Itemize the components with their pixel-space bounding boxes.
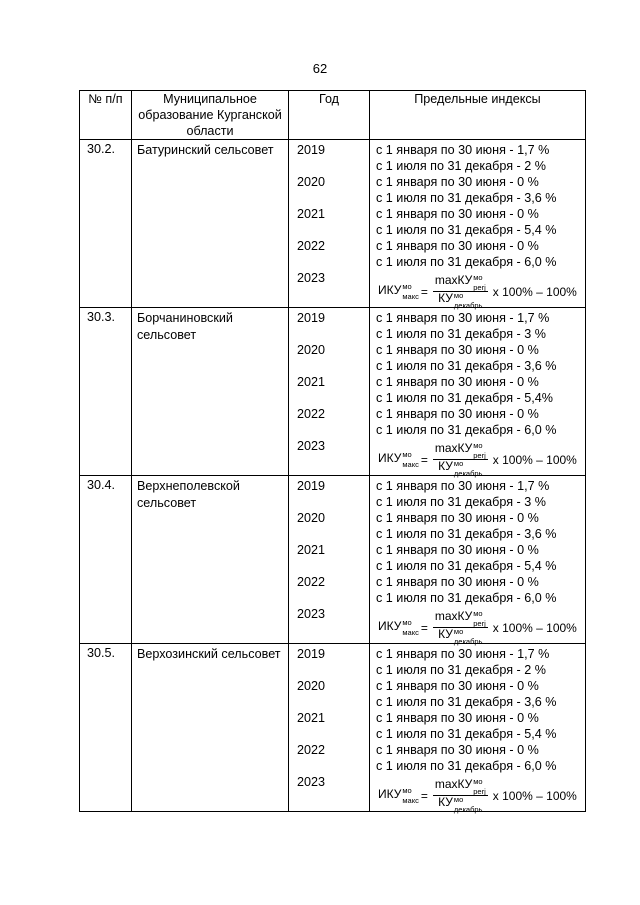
year-label: 2019: [297, 647, 326, 661]
table-header-row: [80, 91, 586, 140]
row-years: [289, 476, 370, 644]
index-line: с 1 января по 30 июня - 0 %: [376, 543, 539, 557]
formula-tail: х 100% – 100%: [492, 284, 577, 299]
formula-lhs-sub: макс: [402, 628, 419, 637]
index-formula: [378, 610, 577, 645]
header-year: Год: [289, 91, 370, 140]
formula-lhs-base: ИКУ: [378, 619, 402, 633]
row-years: [289, 308, 370, 476]
formula-lhs-sup: мо: [402, 786, 412, 795]
index-line: с 1 июля по 31 декабря - 5,4 %: [376, 559, 557, 573]
row-municipality: Батуринский сельсовет: [132, 140, 289, 308]
year-label: 2022: [297, 407, 326, 421]
index-line: с 1 января по 30 июня - 0 %: [376, 239, 539, 253]
formula-lhs-base: ИКУ: [378, 787, 402, 801]
formula-lhs-sup: мо: [402, 282, 412, 291]
row-years: [289, 644, 370, 812]
formula-equals: =: [420, 452, 428, 467]
table-row: [80, 644, 586, 812]
header-num: № п/п: [80, 91, 132, 140]
formula-lhs: [378, 787, 419, 804]
index-line: с 1 января по 30 июня - 0 %: [376, 575, 539, 589]
year-label: 2022: [297, 743, 326, 757]
index-line: с 1 июля по 31 декабря - 6,0 %: [376, 423, 557, 437]
year-label: 2023: [297, 607, 326, 621]
formula-numerator: maxКУ: [434, 609, 473, 623]
formula-fraction: [433, 442, 488, 477]
year-label: 2021: [297, 711, 326, 725]
formula-denominator: КУ: [438, 291, 453, 305]
formula-den-sup: мо: [453, 459, 464, 468]
row-number: 30.3.: [80, 308, 132, 476]
formula-equals: =: [420, 284, 428, 299]
index-line: с 1 июля по 31 декабря - 3 %: [376, 327, 546, 341]
formula-numerator: maxКУ: [434, 777, 473, 791]
formula-lhs-sub: макс: [402, 796, 419, 805]
formula-denominator: КУ: [438, 459, 453, 473]
formula-lhs: [378, 283, 419, 300]
formula-den-sub: декабрь: [453, 637, 483, 646]
index-line: с 1 июля по 31 декабря - 3,6 %: [376, 695, 557, 709]
index-line: с 1 января по 30 июня - 0 %: [376, 711, 539, 725]
index-line: с 1 января по 30 июня - 0 %: [376, 511, 539, 525]
formula-den-sup: мо: [453, 627, 464, 636]
formula-fraction: [433, 274, 488, 309]
year-label: 2021: [297, 543, 326, 557]
formula-num-sub: perj: [473, 787, 486, 796]
formula-lhs-sup: мо: [402, 450, 412, 459]
index-line: с 1 июля по 31 декабря - 3 %: [376, 495, 546, 509]
year-label: 2021: [297, 207, 326, 221]
index-line: с 1 января по 30 июня - 1,7 %: [376, 143, 550, 157]
formula-num-sup: мо: [473, 777, 483, 786]
row-indices: [370, 476, 586, 644]
formula-numerator: maxКУ: [434, 441, 473, 455]
formula-den-sub: декабрь: [453, 301, 483, 310]
formula-tail: х 100% – 100%: [492, 452, 577, 467]
formula-fraction: [433, 778, 488, 813]
row-indices: [370, 308, 586, 476]
formula-num-sub: perj: [473, 619, 486, 628]
formula-num-sup: мо: [473, 441, 483, 450]
header-indices: Предельные индексы: [370, 91, 586, 140]
index-formula: [378, 778, 577, 813]
formula-tail: х 100% – 100%: [492, 788, 577, 803]
index-line: с 1 июля по 31 декабря - 5,4%: [376, 391, 553, 405]
index-formula: [378, 442, 577, 477]
index-line: с 1 января по 30 июня - 0 %: [376, 343, 539, 357]
formula-lhs: [378, 619, 419, 636]
index-line: с 1 июля по 31 декабря - 6,0 %: [376, 255, 557, 269]
year-label: 2021: [297, 375, 326, 389]
row-indices: [370, 140, 586, 308]
year-label: 2020: [297, 679, 326, 693]
year-label: 2020: [297, 175, 326, 189]
year-label: 2022: [297, 239, 326, 253]
index-line: с 1 января по 30 июня - 1,7 %: [376, 479, 550, 493]
formula-numerator: maxКУ: [434, 273, 473, 287]
year-label: 2019: [297, 311, 326, 325]
index-line: с 1 января по 30 июня - 0 %: [376, 175, 539, 189]
index-line: с 1 июля по 31 декабря - 2 %: [376, 159, 546, 173]
row-number: 30.5.: [80, 644, 132, 812]
formula-equals: =: [420, 620, 428, 635]
index-line: с 1 июля по 31 декабря - 6,0 %: [376, 591, 557, 605]
row-municipality: Верхнеполевской сельсовет: [132, 476, 289, 644]
index-line: с 1 июля по 31 декабря - 3,6 %: [376, 527, 557, 541]
formula-lhs: [378, 451, 419, 468]
index-line: с 1 июля по 31 декабря - 3,6 %: [376, 359, 557, 373]
row-number: 30.4.: [80, 476, 132, 644]
formula-lhs-base: ИКУ: [378, 451, 402, 465]
row-indices: [370, 644, 586, 812]
formula-num-sub: perj: [473, 451, 486, 460]
formula-den-sup: мо: [453, 795, 464, 804]
year-label: 2019: [297, 143, 326, 157]
index-line: с 1 июля по 31 декабря - 5,4 %: [376, 727, 557, 741]
indices-table: [79, 90, 586, 812]
row-municipality: Борчаниновский сельсовет: [132, 308, 289, 476]
formula-lhs-sup: мо: [402, 618, 412, 627]
index-line: с 1 января по 30 июня - 0 %: [376, 679, 539, 693]
formula-fraction: [433, 610, 488, 645]
year-label: 2023: [297, 439, 326, 453]
formula-denominator: КУ: [438, 795, 453, 809]
formula-denominator: КУ: [438, 627, 453, 641]
index-line: с 1 июля по 31 декабря - 2 %: [376, 663, 546, 677]
header-municipality: Муниципальное образование Курганской области: [132, 91, 289, 140]
formula-den-sup: мо: [453, 291, 464, 300]
table-row: [80, 140, 586, 308]
formula-equals: =: [420, 788, 428, 803]
index-formula: [378, 274, 577, 309]
year-label: 2023: [297, 775, 326, 789]
index-line: с 1 января по 30 июня - 1,7 %: [376, 311, 550, 325]
formula-den-sub: декабрь: [453, 805, 483, 814]
index-line: с 1 января по 30 июня - 1,7 %: [376, 647, 550, 661]
index-line: с 1 июля по 31 декабря - 5,4 %: [376, 223, 557, 237]
year-label: 2020: [297, 343, 326, 357]
index-line: с 1 января по 30 июня - 0 %: [376, 743, 539, 757]
index-line: с 1 января по 30 июня - 0 %: [376, 375, 539, 389]
page-number: 62: [312, 61, 328, 76]
year-label: 2023: [297, 271, 326, 285]
formula-num-sup: мо: [473, 609, 483, 618]
index-line: с 1 июля по 31 декабря - 3,6 %: [376, 191, 557, 205]
row-municipality: Верхозинский сельсовет: [132, 644, 289, 812]
year-label: 2020: [297, 511, 326, 525]
year-label: 2022: [297, 575, 326, 589]
row-number: 30.2.: [80, 140, 132, 308]
formula-num-sub: perj: [473, 283, 486, 292]
formula-den-sub: декабрь: [453, 469, 483, 478]
index-line: с 1 июля по 31 декабря - 6,0 %: [376, 759, 557, 773]
year-label: 2019: [297, 479, 326, 493]
row-years: [289, 140, 370, 308]
table-row: [80, 308, 586, 476]
formula-lhs-sub: макс: [402, 460, 419, 469]
formula-num-sup: мо: [473, 273, 483, 282]
index-line: с 1 января по 30 июня - 0 %: [376, 207, 539, 221]
formula-tail: х 100% – 100%: [492, 620, 577, 635]
index-line: с 1 января по 30 июня - 0 %: [376, 407, 539, 421]
formula-lhs-sub: макс: [402, 292, 419, 301]
table-row: [80, 476, 586, 644]
formula-lhs-base: ИКУ: [378, 283, 402, 297]
